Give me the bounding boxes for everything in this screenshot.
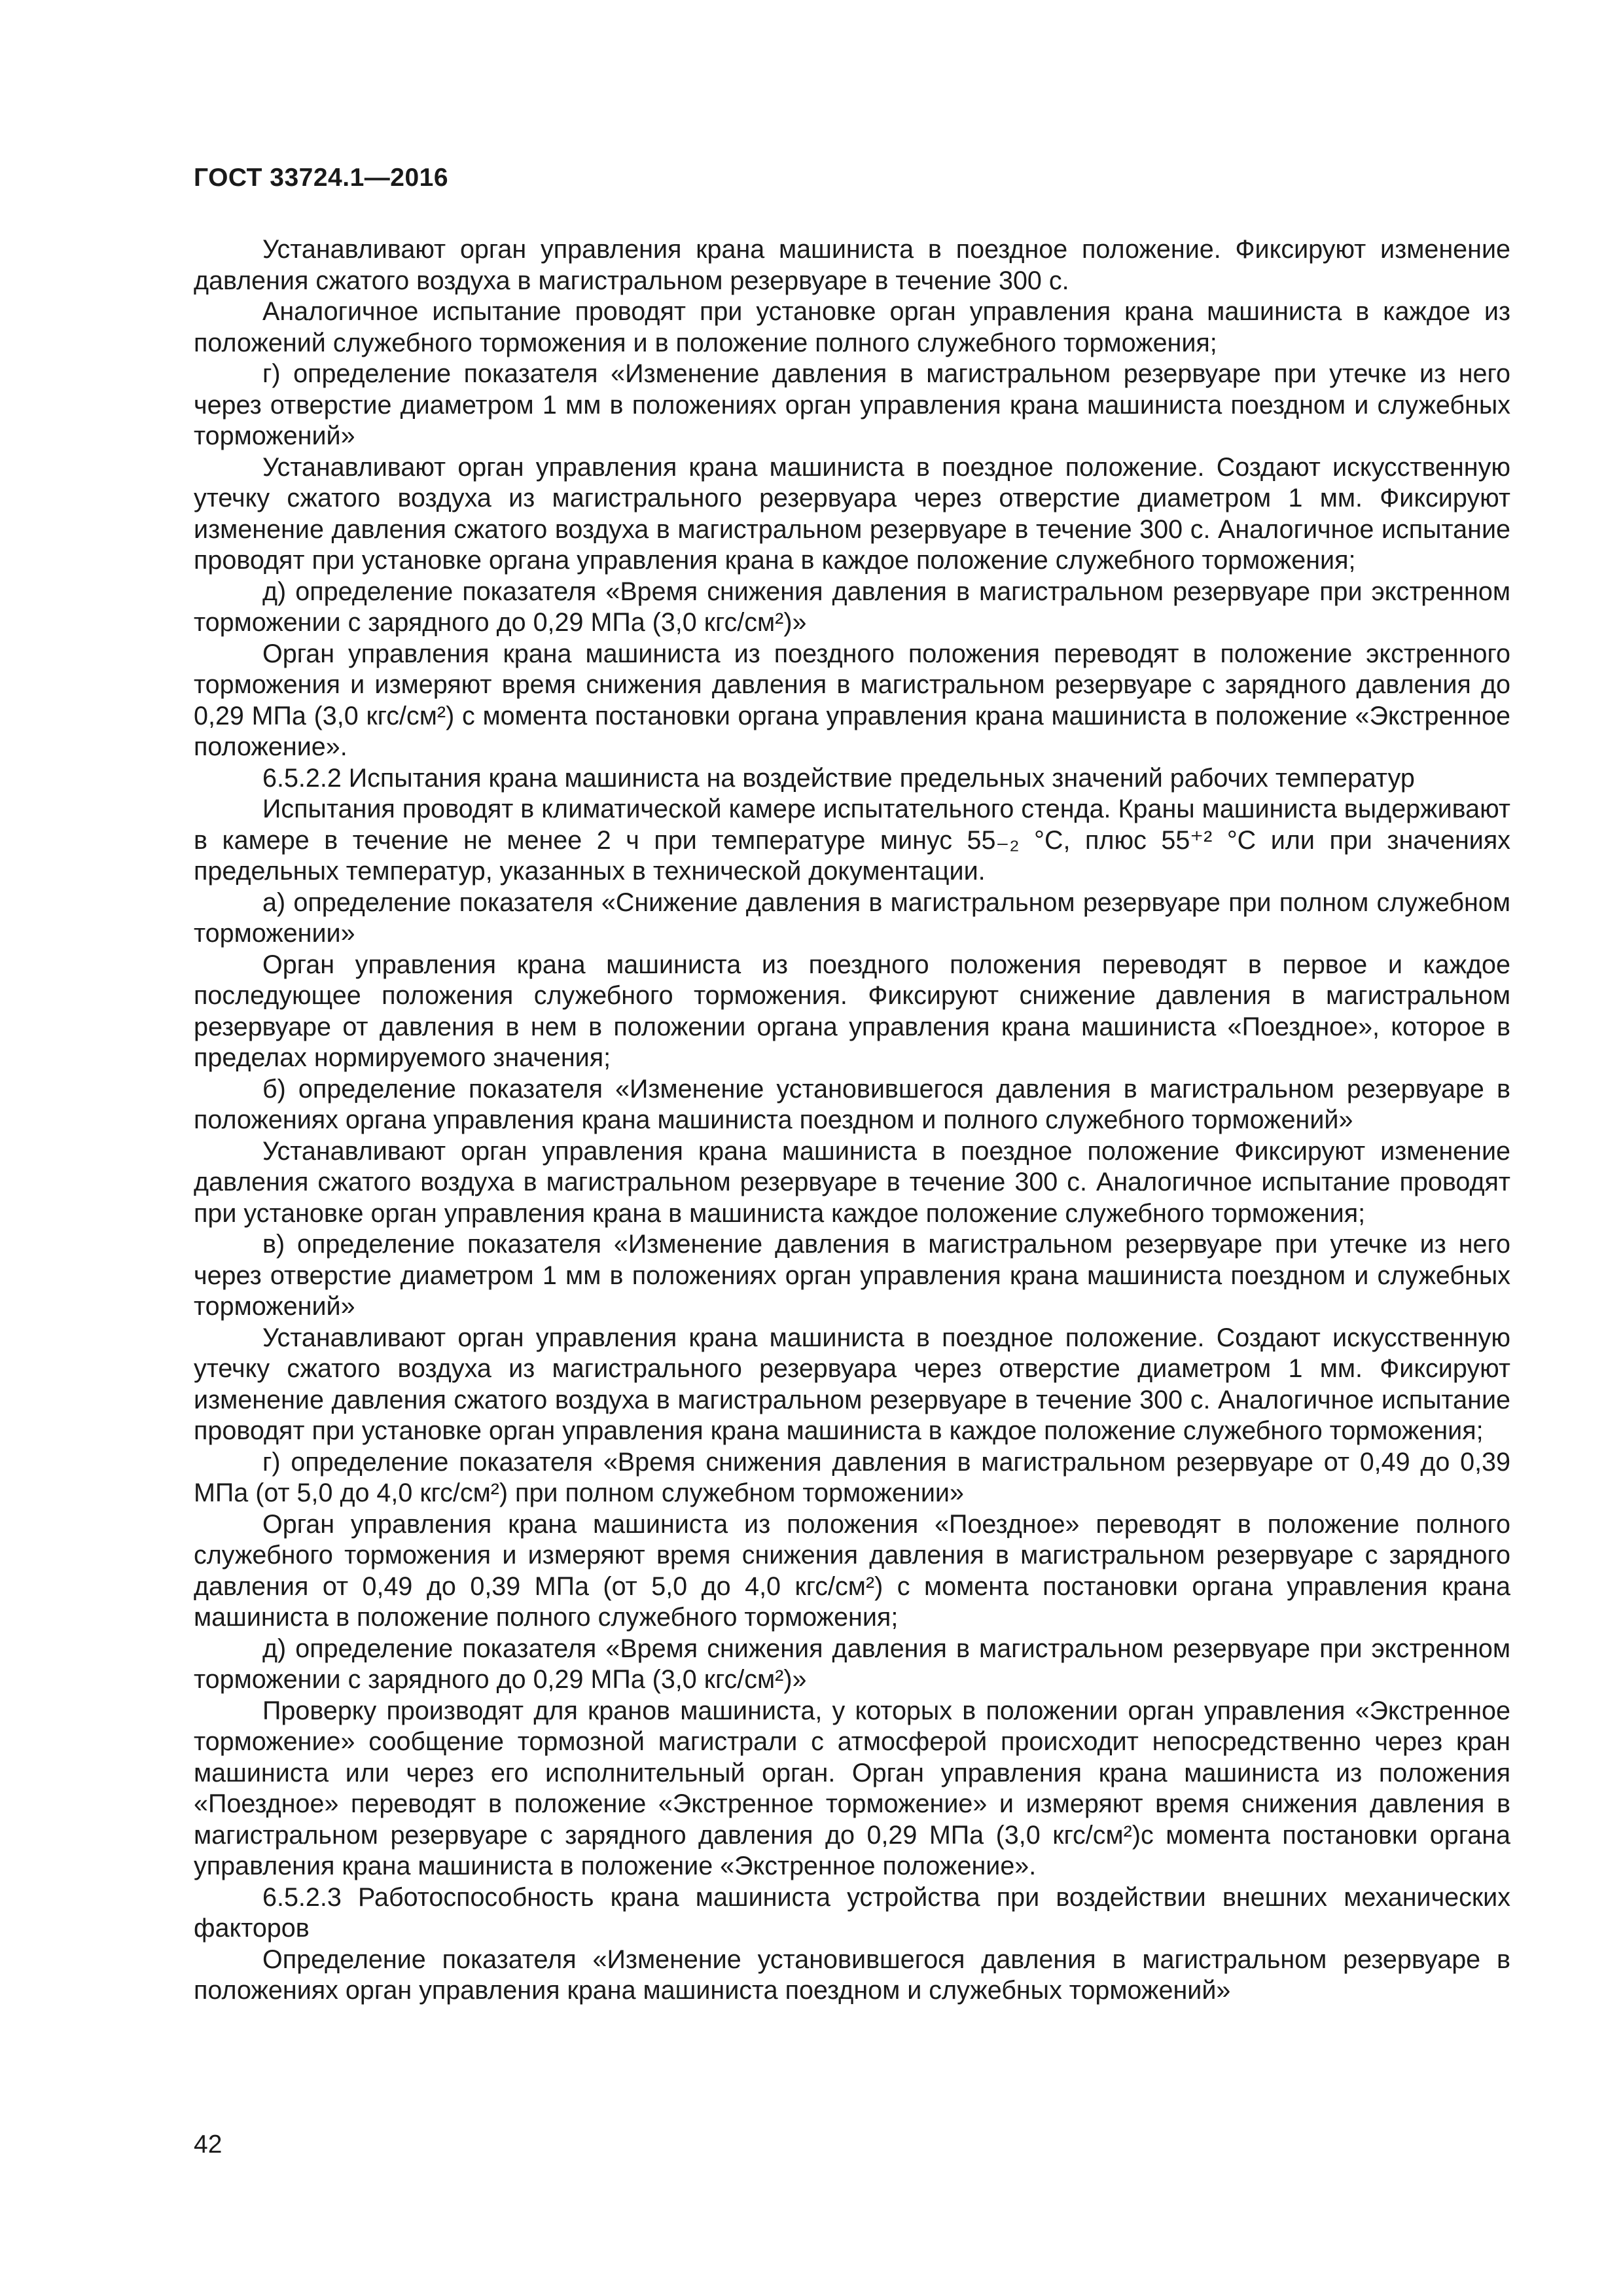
paragraph: Аналогичное испытание проводят при установке орган управления крана машиниста в каждое из положений служебного торможения и в положение полного служебного торможения; bbox=[194, 297, 1510, 357]
page-number: 42 bbox=[194, 2130, 223, 2159]
paragraph: Проверку производят для кранов машиниста, у которых в положении орган управления «Экстренное торможение» сообщение тормозной магистрали с атмосферой происходит непосредственно через кран машиниста или через его исполнительный орган. Орган управления крана машиниста из положения «Поездное» переводят в положение «Экстренное торможение» и измеряют время снижения давления в магистральном резервуаре с зарядного давления до 0,29 МПа (3,0 кгс/см²)с момента постановки органа управления крана машиниста в положение «Экстренное положение». bbox=[194, 1696, 1510, 1880]
paragraph: г) определение показателя «Изменение давления в магистральном резервуаре при утечке из него через отверстие диаметром 1 мм в положениях орган управления крана машиниста поездном и служебных торможений» bbox=[194, 359, 1510, 450]
paragraph: д) определение показателя «Время снижения давления в магистральном резервуаре при экстренном торможении с зарядного до 0,29 МПа (3,0 кгс/см²)» bbox=[194, 577, 1510, 637]
paragraph: д) определение показателя «Время снижения давления в магистральном резервуаре при экстренном торможении с зарядного до 0,29 МПа (3,0 кгс/см²)» bbox=[194, 1634, 1510, 1694]
paragraph: а) определение показателя «Снижение давления в магистральном резервуаре при полном служебном торможении» bbox=[194, 888, 1510, 948]
paragraph: в) определение показателя «Изменение давления в магистральном резервуаре при утечке из него через отверстие диаметром 1 мм в положениях орган управления крана машиниста поездном и служебных торможений» bbox=[194, 1230, 1510, 1321]
paragraph: г) определение показателя «Время снижения давления в магистральном резервуаре от 0,49 до 0,39 МПа (от 5,0 до 4,0 кгс/см²) при полном служебном торможении» bbox=[194, 1447, 1510, 1507]
paragraph: Определение показателя «Изменение установившегося давления в магистральном резервуаре в положениях орган управления крана машиниста поездном и служебных торможений» bbox=[194, 1945, 1510, 2005]
paragraph: б) определение показателя «Изменение установившегося давления в магистральном резервуаре в положениях органа управления крана машиниста поездном и полного служебного торможений» bbox=[194, 1074, 1510, 1134]
paragraph: Устанавливают орган управления крана машиниста в поездное положение. Создают искусственную утечку сжатого воздуха из магистрального резервуара через отверстие диаметром 1 мм. Фиксируют изменение давления сжатого воздуха в магистральном резервуаре в течение 300 с. Аналогичное испытание проводят при установке орган управления крана машиниста в каждое положение служебного торможения; bbox=[194, 1323, 1510, 1445]
paragraph: Устанавливают орган управления крана машиниста в поездное положение. Создают искусственную утечку сжатого воздуха из магистрального резервуара через отверстие диаметром 1 мм. Фиксируют изменение давления сжатого воздуха в магистральном резервуаре в течение 300 с. Аналогичное испытание проводят при установке органа управления крана в каждое положение служебного торможения; bbox=[194, 452, 1510, 575]
paragraph: Орган управления крана машиниста из поездного положения переводят в положение экстренного торможения и измеряют время снижения давления в магистральном резервуаре с зарядного давления до 0,29 МПа (3,0 кгс/см²) с момента постановки органа управления крана машиниста в положение «Экстренное положение». bbox=[194, 639, 1510, 761]
paragraph: Устанавливают орган управления крана машиниста в поездное положение. Фиксируют изменение давления сжатого воздуха в магистральном резервуаре в течение 300 с. bbox=[194, 235, 1510, 295]
paragraph: Орган управления крана машиниста из положения «Поездное» переводят в положение полного служебного торможения и измеряют время снижения давления в магистральном резервуаре с зарядного давления от 0,49 до 0,39 МПа (от 5,0 до 4,0 кгс/см²) с момента постановки органа управления крана машиниста в положение полного служебного торможения; bbox=[194, 1509, 1510, 1632]
paragraph: Орган управления крана машиниста из поездного положения переводят в первое и каждое последующее положения служебного торможения. Фиксируют снижение давления в магистральном резервуаре от давления в нем в положении органа управления крана машиниста «Поездное», которое в пределах нормируемого значения; bbox=[194, 950, 1510, 1072]
paragraph: Испытания проводят в климатической камере испытательного стенда. Краны машиниста выдерживают в камере в течение не менее 2 ч при температуре минус 55₋₂ °С, плюс 55⁺² °С или при значениях предельных температур, указанных в технической документации. bbox=[194, 795, 1510, 886]
paragraph: Устанавливают орган управления крана машиниста в поездное положение Фиксируют изменение давления сжатого воздуха в магистральном резервуаре в течение 300 с. Аналогичное испытание проводят при установке орган управления крана в машиниста каждое положение служебного торможения; bbox=[194, 1136, 1510, 1228]
document-header: ГОСТ 33724.1—2016 bbox=[194, 164, 449, 192]
document-body bbox=[194, 234, 1510, 2007]
section-heading: 6.5.2.2 Испытания крана машиниста на воздействие предельных значений рабочих температур bbox=[262, 763, 1415, 793]
section-heading: 6.5.2.3 Работоспособность крана машиниста устройства при воздействии внешних механических факторов bbox=[194, 1882, 1510, 1943]
